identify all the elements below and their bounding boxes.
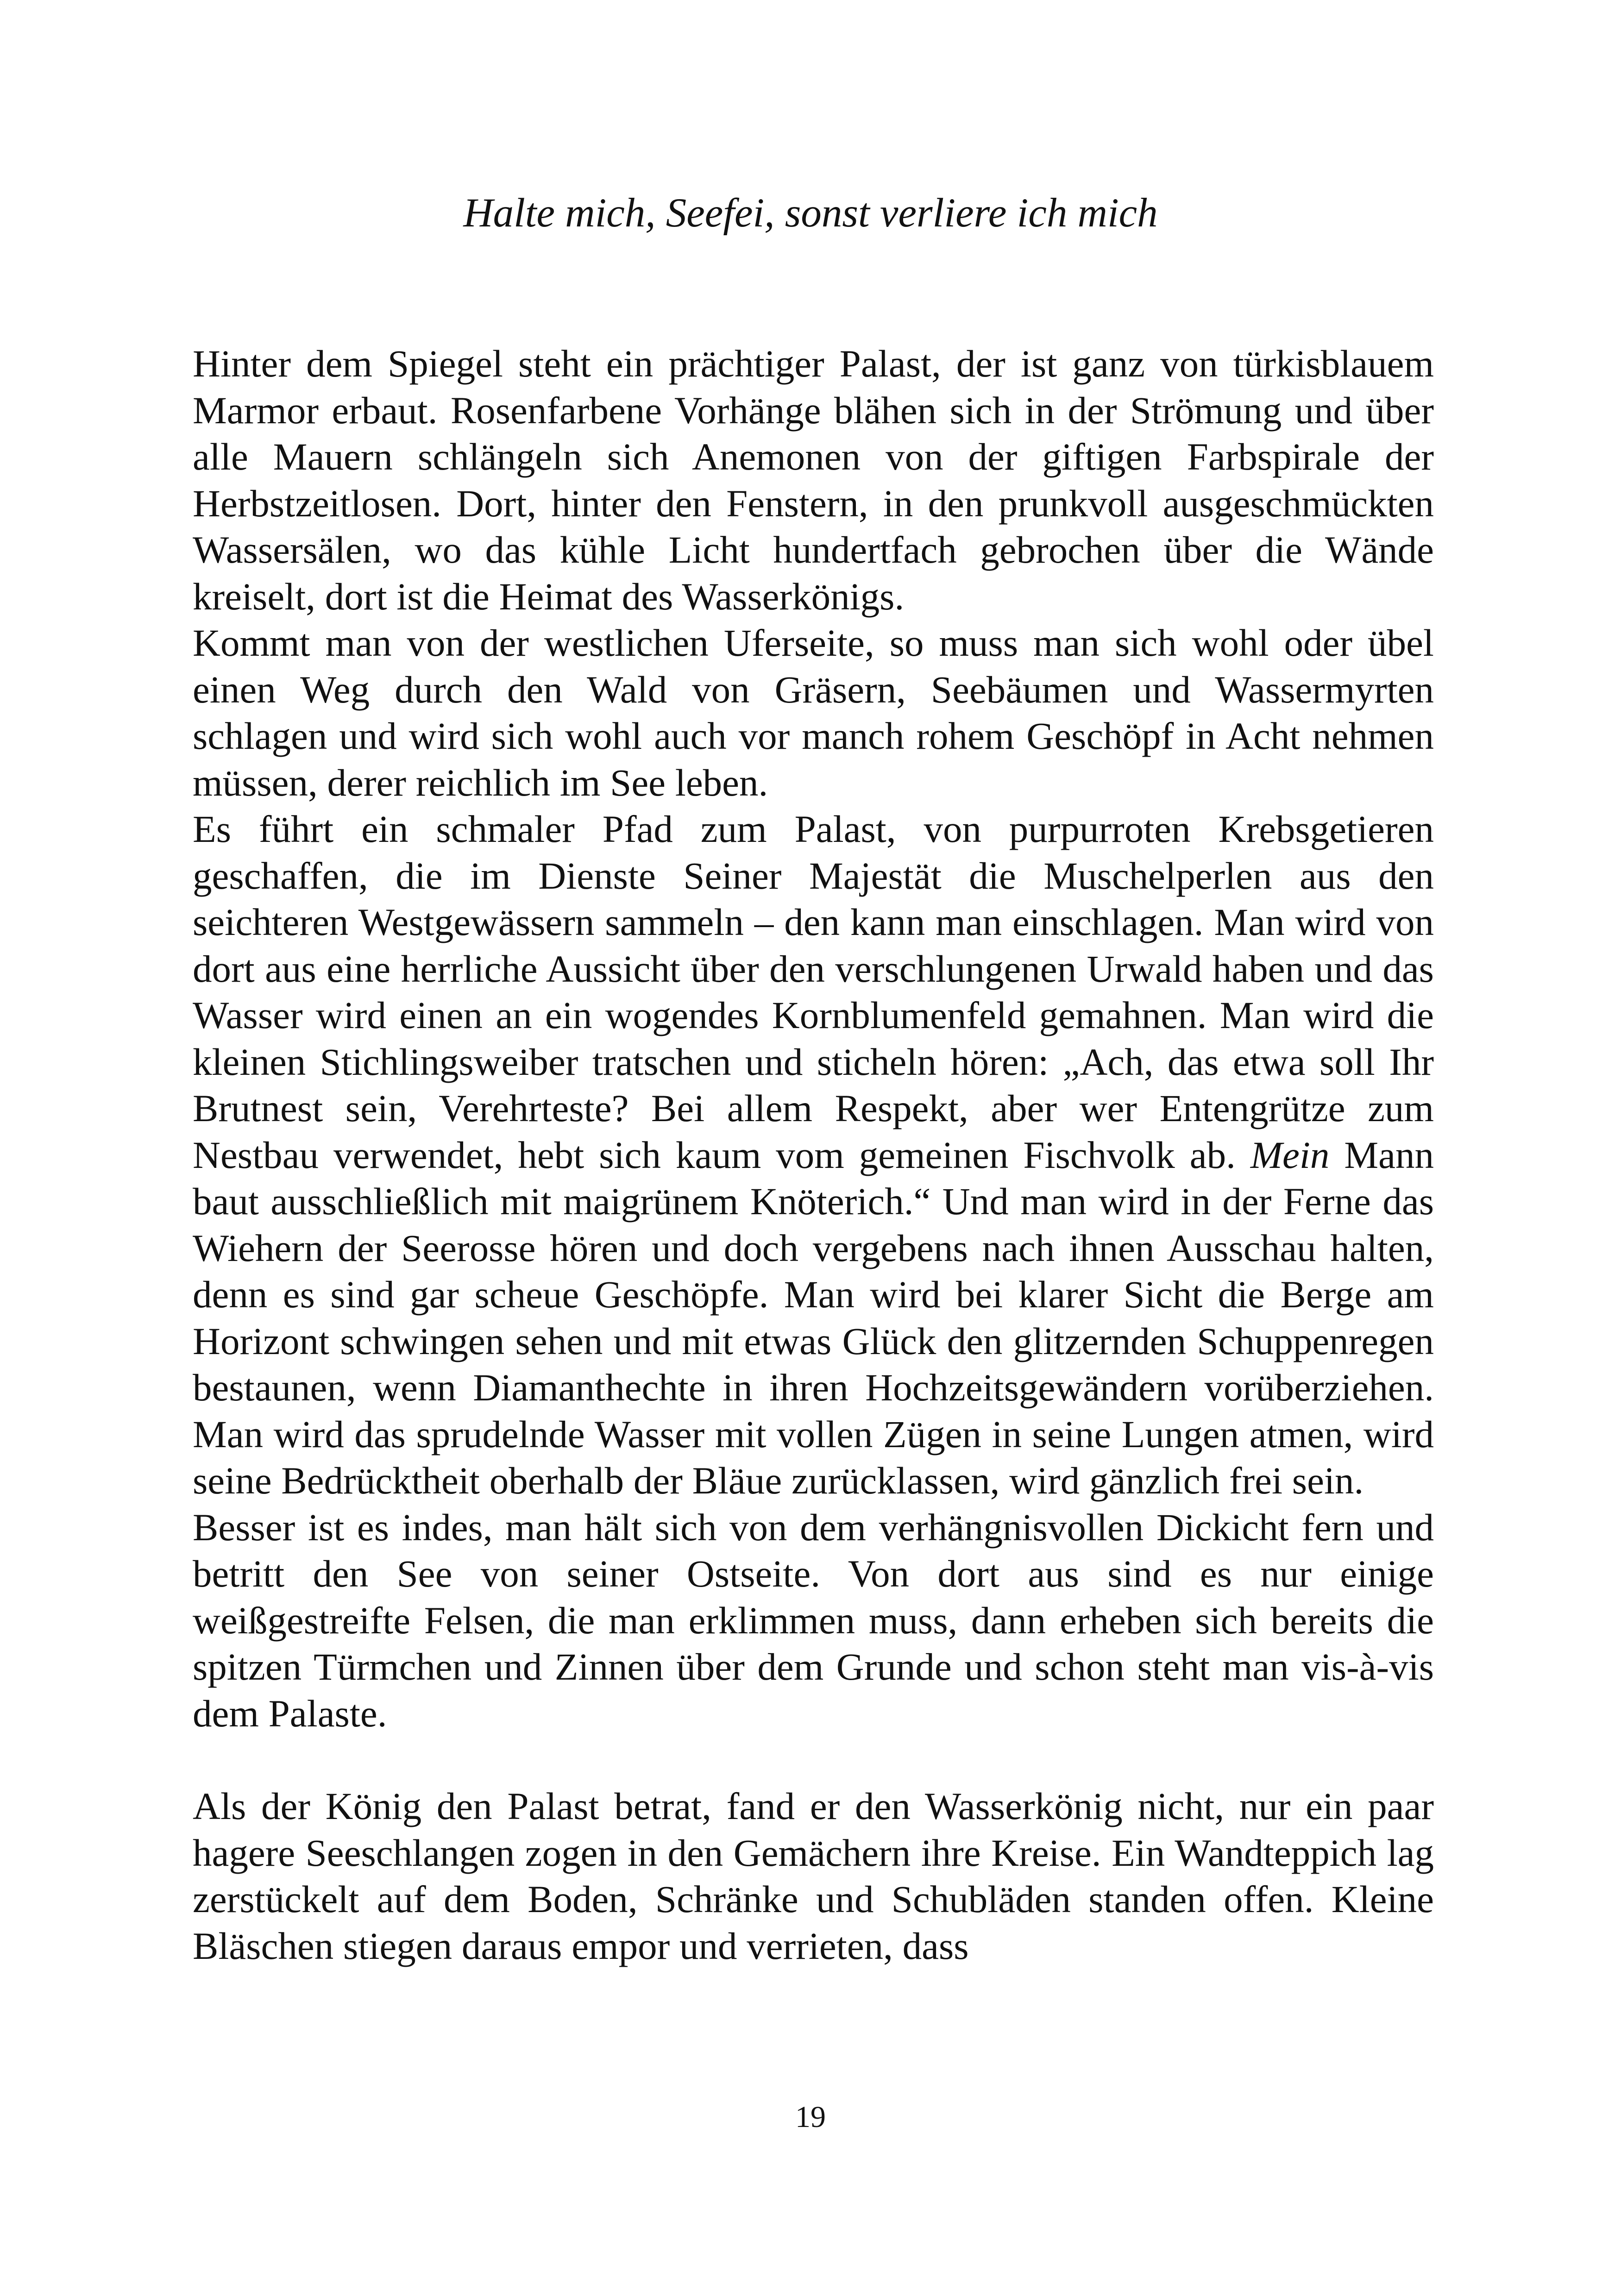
paragraph-text-segment: Mann baut ausschließlich mit maigrünem Knöterich.“ Und man wird in der Ferne das Wiehern der Seerosse hören und doch vergebens nach ihnen Ausschau halten, denn es sind gar scheue Geschöpfe. Man wird bei klarer Sicht die Berge am Horizont schwingen sehen und mit etwas Glück den glitzernden Schuppenregen bestaunen, wenn Diamanthechte in ihren Hochzeitsgewändern vorüberziehen. Man wird das sprudelnde Wasser mit vollen Zügen in seine Lungen atmen, wird seine Bedrücktheit oberhalb der Bläue zurücklassen, wird gänzlich frei sein. xyxy=(193,1133,1434,1502)
paragraph-text-segment: Es führt ein schmaler Pfad zum Palast, von purpurroten Krebsgetieren geschaffen, die im Dienste Seiner Majestät die Muschelperlen aus den seichteren Westgewässern sammeln – den kann man einschlagen. Man wird von dort aus eine herrliche Aussicht über den verschlungenen Urwald haben und das Wasser wird einen an ein wogendes Kornblumenfeld gemahnen. Man wird die kleinen Stichlingsweiber tratschen und sticheln hören: „Ach, das etwa soll Ihr Brutnest sein, Verehrteste? Bei allem Respekt, aber wer Entengrütze zum Nestbau verwendet, hebt sich kaum vom gemeinen Fischvolk ab. xyxy=(193,808,1434,1176)
paragraph-eastern-side: Besser ist es indes, man hält sich von dem verhängnisvollen Dickicht fern und betritt den See von seiner Ostseite. Von dort aus sind es nur einige weißgestreifte Felsen, die man erklimmen muss, dann erheben sich bereits die spitzen Türmchen und Zinnen über dem Grunde und schon steht man vis-à-vis dem Palaste. xyxy=(193,1506,1434,1735)
running-title: Halte mich, Seefei, sonst verliere ich mich xyxy=(463,190,1158,236)
emphasized-word: Mein xyxy=(1250,1133,1330,1176)
paragraph-king-enters-palace: Als der König den Palast betrat, fand er den Wasserkönig nicht, nur ein paar hagere Seeschlangen zogen in den Gemächern ihre Kreise. Ein Wandteppich lag zerstückelt auf dem Boden, Schränke und Schubläden standen offen. Kleine Bläschen stiegen daraus empor und verrieten, dass xyxy=(193,1785,1434,1967)
paragraph-narrow-path xyxy=(193,806,1434,1504)
body-text xyxy=(193,340,1434,1969)
paragraph-palace-description: Hinter dem Spiegel steht ein prächtiger Palast, der ist ganz von türkisblauem Marmor erbaut. Rosenfarbene Vorhänge blähen sich in der Strömung und über alle Mauern schlängeln sich Anemonen von der giftigen Farbspirale der Herbstzeitlosen. Dort, hinter den Fenstern, in den prunkvoll ausgeschmückten Wassersälen, wo das kühle Licht hundertfach gebrochen über die Wände kreiselt, dort ist die Heimat des Wasserkönigs. xyxy=(193,342,1434,618)
paragraph-western-shore: Kommt man von der westlichen Uferseite, so muss man sich wohl oder übel einen Weg durch den Wald von Gräsern, Seebäumen und Wassermyrten schlagen und wird sich wohl auch vor manch rohem Geschöpf in Acht nehmen müssen, derer reichlich im See leben. xyxy=(193,621,1434,804)
page-number: 19 xyxy=(795,2100,826,2134)
